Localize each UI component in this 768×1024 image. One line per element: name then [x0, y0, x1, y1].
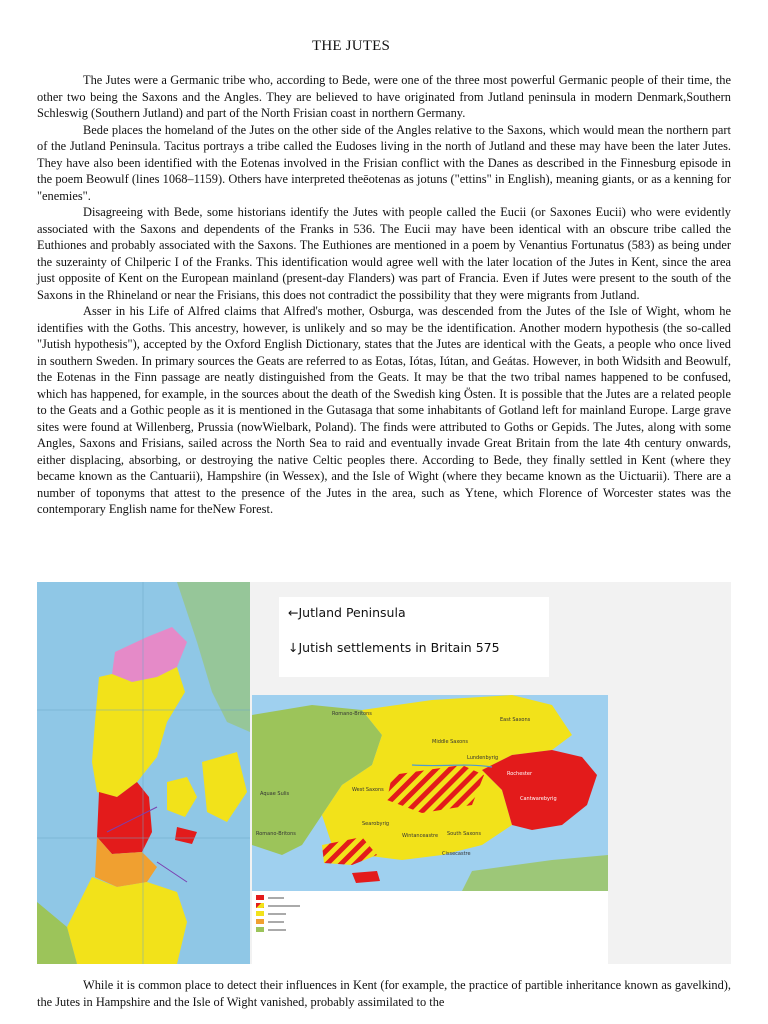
- map-label-romano-britons: Romano-Britons: [332, 711, 372, 717]
- paragraph-5: While it is common place to detect their influences in Kent (for example, the practice of partible inheritance known as gavelkind), the Jutes in Hampshire and the Isle of Wight vanished, probably assimilated to the: [37, 978, 731, 1009]
- britain-map-image: [252, 695, 608, 891]
- map-label-west-saxons: West Saxons: [352, 787, 384, 793]
- map-legend: [252, 891, 608, 964]
- map-label-romano-2: Romano-Britons: [256, 831, 296, 837]
- map-label-kent-river: Rochester: [507, 771, 532, 777]
- map-label-middle-saxons: Middle Saxons: [432, 739, 468, 745]
- caption-jutland: ←Jutland Peninsula: [288, 605, 406, 620]
- paragraph-1: The Jutes were a Germanic tribe who, according to Bede, were one of the three most powerful Germanic people of their time, the other two being the Saxons and the Angles. They are believed to have originated from Jutland peninsula in modern Denmark,Southern Schleswig (Southern Jutland) and part of the North Frisian coast in northern Germany.: [37, 73, 731, 120]
- figure-caption: [279, 597, 549, 677]
- page-title: THE JUTES: [311, 38, 391, 54]
- map-label-cissecastre: Cissecastre: [442, 851, 471, 857]
- footer-text: [37, 977, 731, 1010]
- map-label-east-saxons: East Saxons: [500, 717, 531, 723]
- paragraph-2: Bede places the homeland of the Jutes on the other side of the Angles relative to the Saxons, which would mean the northern part of the Jutland Peninsula. Tacitus portrays a tribe called the Eudoses living in the north of Jutland and these may have been the later Jutes. They have also been identified with the Eotenas involved in the Frisian conflict with the Danes as described in the Finnesburg episode in the poem Beowulf (lines 1068–1159). Others have interpreted theēotenas as jotuns ("ettins" in English), meaning giants, or as a kenning for "enemies".: [37, 122, 731, 203]
- body-text: [37, 72, 731, 518]
- map-label-kent: Cantwarebyrig: [520, 796, 557, 802]
- map-label-lundenburg: Lundenbyrig: [467, 755, 499, 761]
- map-label-searoburg: Searobyrig: [362, 821, 390, 827]
- map-label-wintanceaster: Wintanceastre: [402, 833, 439, 839]
- figure-maps: [37, 582, 731, 964]
- map-label-aquae: Aquae Sulis: [260, 791, 290, 797]
- caption-britain: ↓Jutish settlements in Britain 575: [288, 640, 500, 655]
- map-label-south-saxons: South Saxons: [447, 831, 481, 837]
- jutland-map-image: [37, 582, 250, 964]
- paragraph-3: Disagreeing with Bede, some historians identify the Jutes with people called the Eucii (or Saxones Eucii) who were evidently associated with the Saxons and dependents of the Franks in 536. The Eucii may have been identical with an obscure tribe called the Euthiones and probably associated with the Saxons. The Euthiones are mentioned in a poem by Venantius Fortunatus (583) as being under the suzerainty of Chilperic I of the Franks. This identification would agree well with the later location of the Jutes in Kent, since the area just opposite of Kent on the European mainland (present-day Flanders) was part of Francia. Even if Jutes were present to the south of the Saxons in the Rhineland or near the Frisians, this does not contradict the possibility that they were migrants from Jutland.: [37, 205, 731, 302]
- paragraph-4: Asser in his Life of Alfred claims that Alfred's mother, Osburga, was descended from the Jutes of the Isle of Wight, whom he identifies with the Goths. This ancestry, however, is unlikely and so may be the identification. Another modern hypothesis (the so-called "Jutish hypothesis"), accepted by the Oxford English Dictionary, states that the Jutes are identical with the Geats, a people who once lived in southern Sweden. In primary sources the Geats are referred to as Eotas, Iótas, Iútan, and Geátas. However, in both Widsith and Beowulf, the Eotenas in the Finn passage are neatly distinguished from the Geats. It may be that the two tribal names happened to be confused, which has happened, for example, in the sources about the death of the Swedish king Östen. It is possible that the Jutes are a related people to the Geats and a Gothic people as it is mentioned in the Gutasaga that some inhabitants of Gotland left for mainland Europe. Large grave sites were found at Willenberg, Prussia (nowWielbark, Poland). The finds were attributed to Goths or Gepids. The Jutes, along with some Angles, Saxons and Frisians, sailed across the North Sea to raid and eventually invade Great Britain from the late 4th century onwards, either displacing, absorbing, or destroying the native Celtic peoples there. According to Bede, they finally settled in Kent (where they became known as the Cantuarii), Hampshire (in Wessex), and the Isle of Wight (where they became known as the Uictuarii). There are a number of toponyms that attest to the presence of the Jutes in the area, such as Ytene, which Florence of Worcester states was the contemporary English name for theNew Forest.: [37, 304, 731, 516]
